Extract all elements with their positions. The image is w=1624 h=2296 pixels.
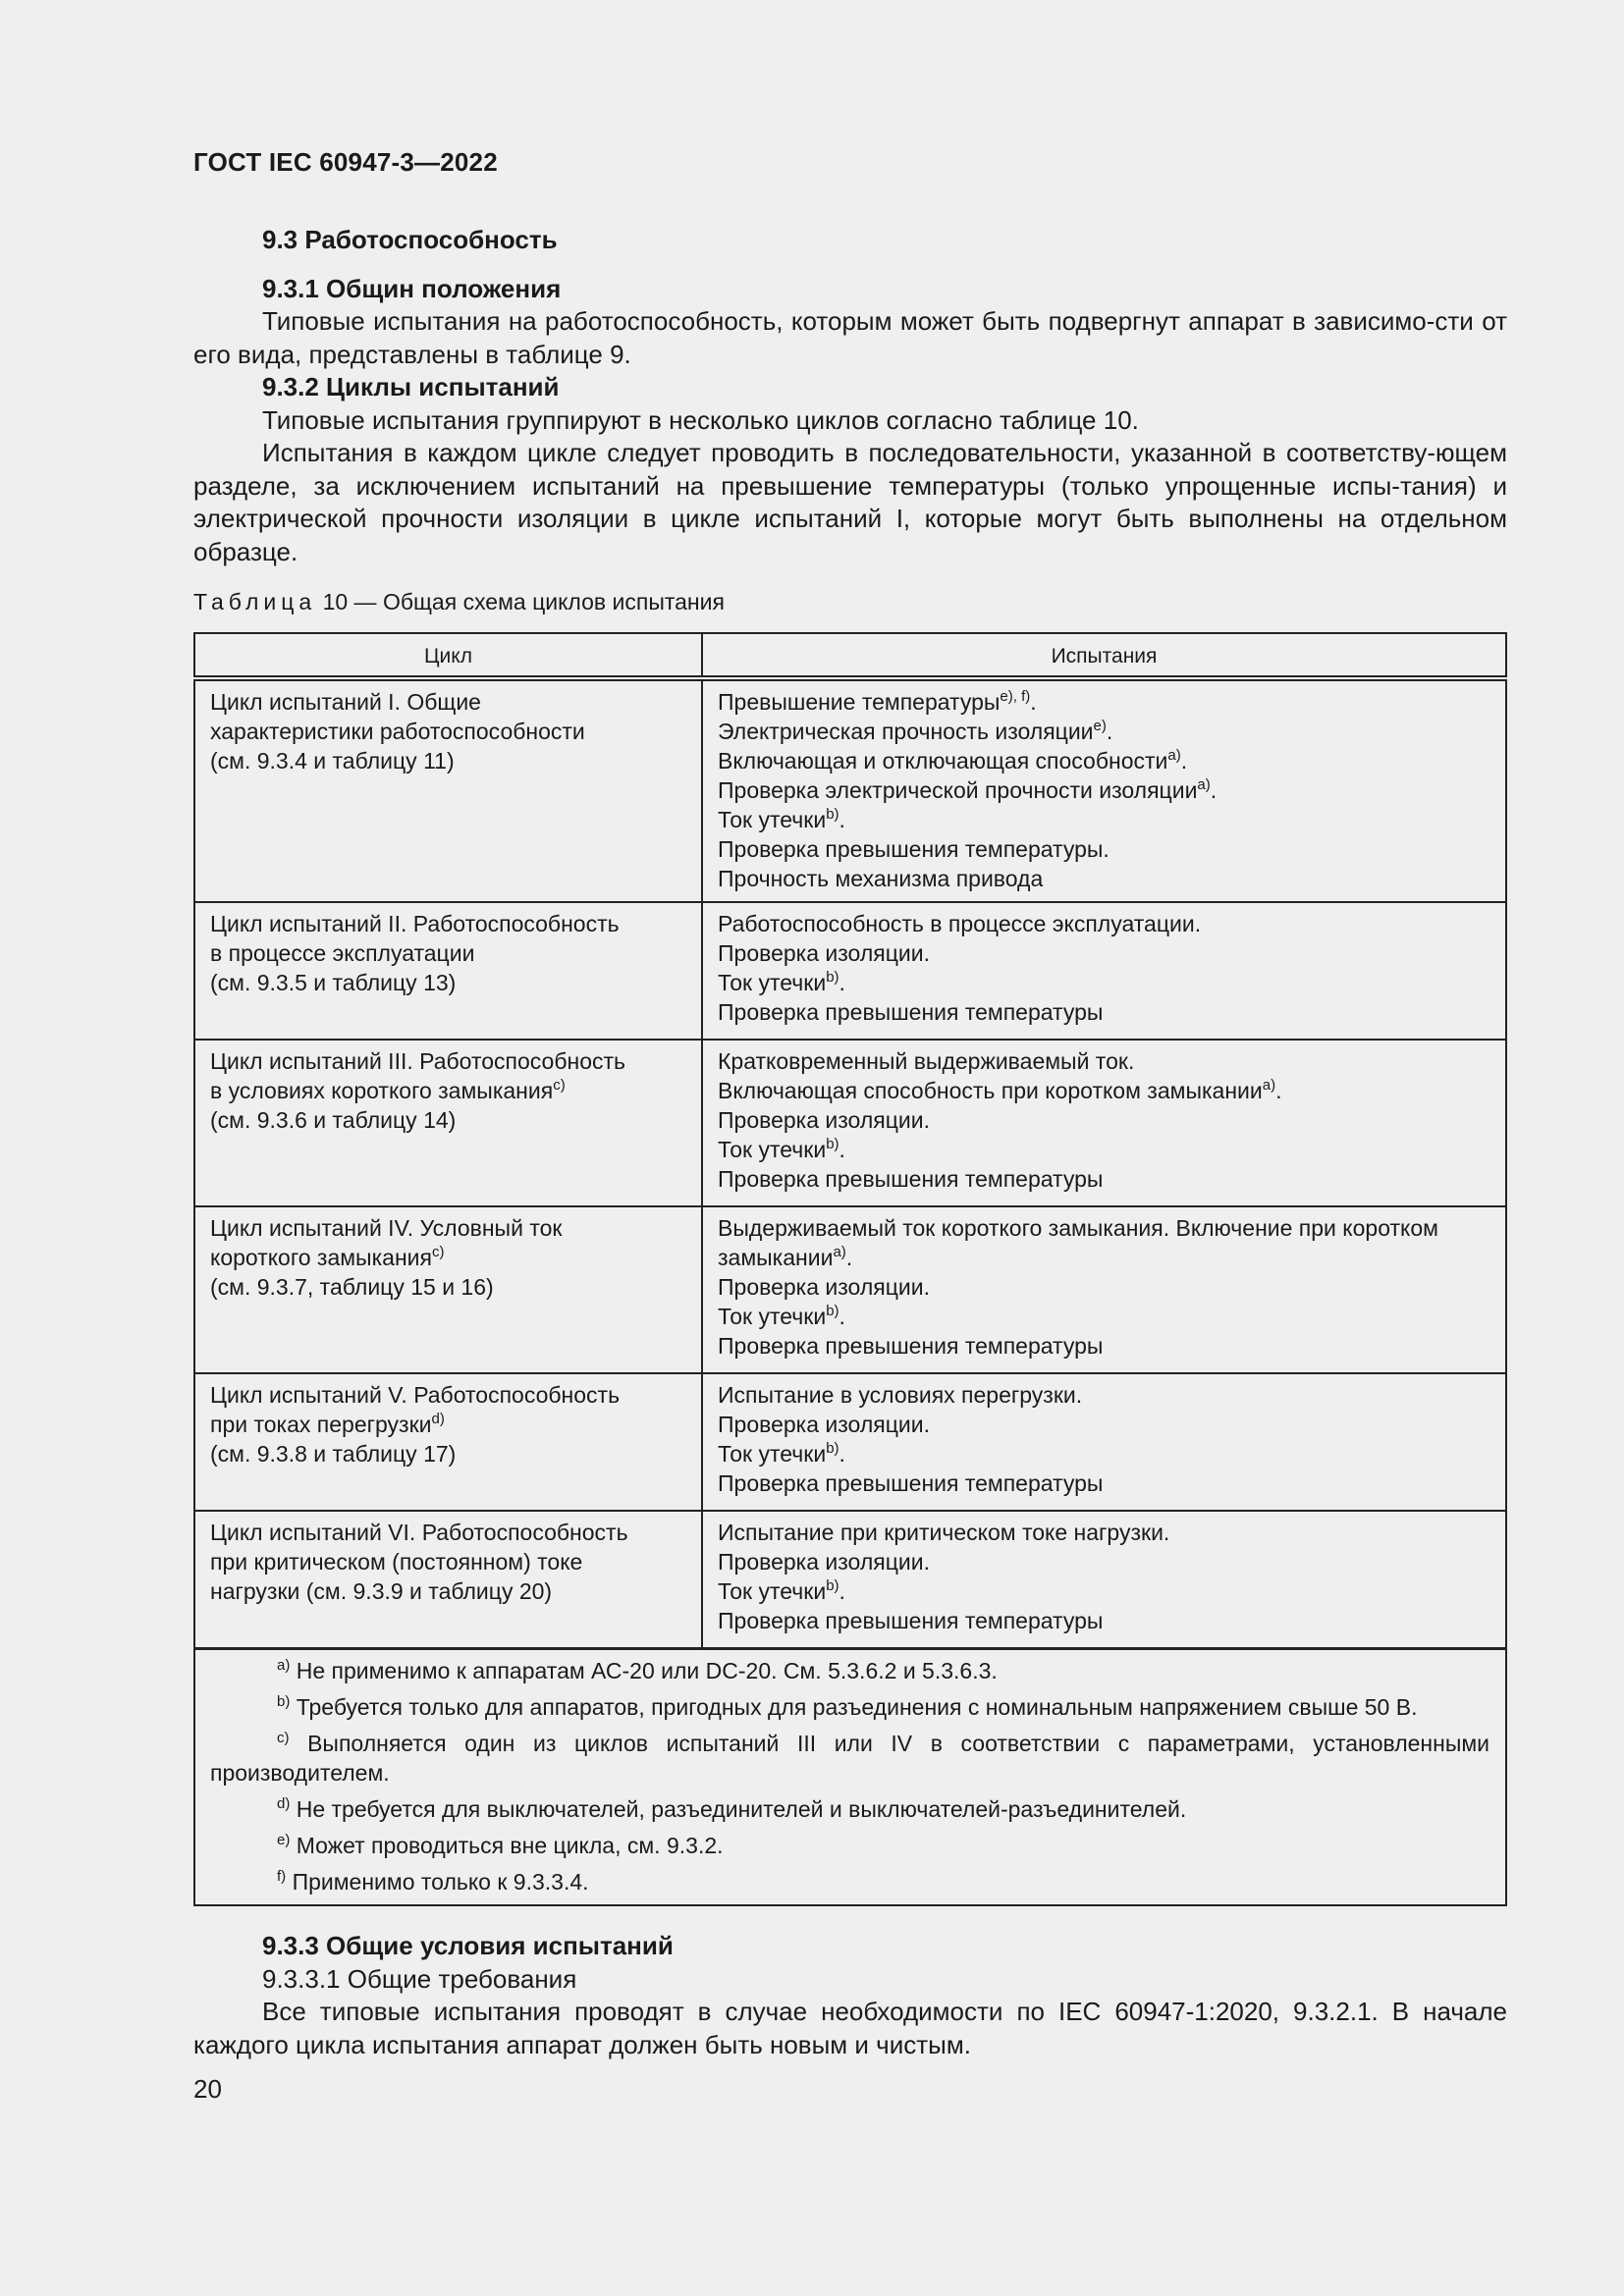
tests-cell: Кратковременный выдерживаемый ток. Включающая способность при коротком замыкании$^{a)}$. Проверка изоляции. Ток утечки$^{b)}$. Проверка превышения температуры [702,1040,1506,1206]
cycle-cell: Цикл испытаний I. Общие характеристики работоспособности (см. 9.3.4 и таблицу 11) [194,678,702,902]
section-9-3-3-1-title: 9.3.3.1 Общие требования [262,1963,577,1994]
table-row [194,902,1506,1040]
footnote-ref: c) [553,1077,566,1094]
table-row [194,678,1506,902]
table-note: $^{f)}$ Применимо только к 9.3.3.4. [277,1867,589,1895]
table-note: $^{b)}$ Требуется только для аппаратов, пригодных для разъединения с номинальным напряжением свыше 50 В. [277,1692,1418,1720]
table-caption-text: 10 — Общая схема циклов испытания [322,589,725,614]
footnote-ref: d) [431,1411,445,1427]
table-caption-prefix: Таблица [193,589,317,614]
footnote-ref: b) [826,1440,839,1457]
table-row [194,1040,1506,1206]
cycle-cell: Цикл испытаний II. Работоспособность в процессе эксплуатации (см. 9.3.5 и таблицу 13) [194,902,702,1040]
footnote-ref: b) [826,1577,839,1594]
tests-cell: Превышение температуры$^{e), f)}$. Электрическая прочность изоляции$^{e)}$. Включающая и отключающая способности$^{a)}$. Проверка электрической прочности изоляции$^{a)}$. Ток утечки$^{b)}$. Проверка превышения температуры. Прочность механизма привода [702,678,1506,902]
cycle-cell: Цикл испытаний V. Работоспособность при токах перегрузки$^{d)}$ (см. 9.3.8 и таблицу 17) [194,1373,702,1511]
tests-cell: Испытание при критическом токе нагрузки. Проверка изоляции. Ток утечки$^{b)}$. Проверка превышения температуры [702,1511,1506,1648]
tests-cell: Испытание в условиях перегрузки. Проверка изоляции. Ток утечки$^{b)}$. Проверка превышения температуры [702,1373,1506,1511]
table-note: $^{e)}$ Может проводиться вне цикла, см. 9.3.2. [277,1831,724,1858]
header-cycle: Цикл [194,633,702,678]
header-tests: Испытания [702,633,1506,678]
document-header: ГОСТ IEC 60947-3—2022 [193,147,498,177]
cycle-cell: Цикл испытаний VI. Работоспособность при критическом (постоянном) токе нагрузки (см. 9.3.9 и таблицу 20) [194,1511,702,1648]
test-cycles-table [193,632,1507,1906]
footnote-ref: e), f) [1000,688,1031,705]
footnote-ref: b) [826,1136,839,1152]
tests-cell: Выдерживаемый ток короткого замыкания. Включение при коротком замыкании$^{a)}$. Проверка изоляции. Ток утечки$^{b)}$. Проверка превышения температуры [702,1206,1506,1373]
footnote-ref: b) [826,969,839,986]
cycle-cell: Цикл испытаний III. Работоспособность в условиях короткого замыкания$^{c)}$ (см. 9.3.6 и таблицу 14) [194,1040,702,1206]
table-note: $^{a)}$ Не применимо к аппаратам АС-20 или DC-20. См. 5.3.6.2 и 5.3.6.3. [277,1656,998,1683]
tests-cell: Работоспособность в процессе эксплуатации. Проверка изоляции. Ток утечки$^{b)}$. Проверка превышения температуры [702,902,1506,1040]
footnote-ref: b) [826,1303,839,1319]
section-9-3-2-paragraph-2: Испытания в каждом цикле следует проводить в последовательности, указанной в соответству-ющем разделе, за исключением испытаний на превышение температуры (только упрощенные испы-тания) и электрической прочности изоляции в цикле испытаний I, которые могут быть выполнены на отдельном образце. [193,438,1507,566]
section-9-3-1-title: 9.3.1 Общин положения [262,273,562,303]
section-9-3-1-paragraph: Типовые испытания на работоспособность, которым может быть подвергнут аппарат в зависимо-сти от его вида, представлены в таблице 9. [193,306,1507,369]
table-header-row [194,633,1506,678]
table-row [194,1511,1506,1648]
page-number: 20 [193,2074,222,2104]
table-row [194,1373,1506,1511]
footnote-ref: e) [1093,718,1107,734]
table-notes-cell [194,1648,1506,1905]
footnote-ref: a) [1167,747,1181,764]
section-9-3-2-title: 9.3.2 Циклы испытаний [262,372,560,401]
table-note: $^{d)}$ Не требуется для выключателей, разъединителей и выключателей-разъединителей. [277,1794,1187,1822]
table-notes-row [194,1648,1506,1905]
cycle-cell: Цикл испытаний IV. Условный ток короткого замыкания$^{c)}$ (см. 9.3.7, таблицу 15 и 16) [194,1206,702,1373]
footnote-ref: a) [1262,1077,1276,1094]
table-row [194,1206,1506,1373]
footnote-ref: b) [826,806,839,823]
intro-section [193,224,1507,568]
table-note: $^{c)}$ Выполняется один из циклов испытаний III или IV в соответствии с параметрами, установленными производителем. [210,1729,1490,1786]
footnote-ref: a) [1197,776,1211,793]
footnote-ref: c) [431,1244,445,1260]
footnote-ref: a) [833,1244,846,1260]
section-9-3-3-title: 9.3.3 Общие условия испытаний [262,1931,674,1960]
section-9-3-2-paragraph-1: Типовые испытания группируют в несколько циклов согласно таблице 10. [262,404,1139,435]
table-caption [193,589,725,615]
section-9-3-3 [193,1930,1507,2061]
section-9-3-title: 9.3 Работоспособность [262,225,558,254]
section-9-3-3-1-paragraph: Все типовые испытания проводят в случае необходимости по IEC 60947-1:2020, 9.3.2.1. В начале каждого цикла испытания аппарат должен быть новым и чистым. [193,1997,1507,2059]
